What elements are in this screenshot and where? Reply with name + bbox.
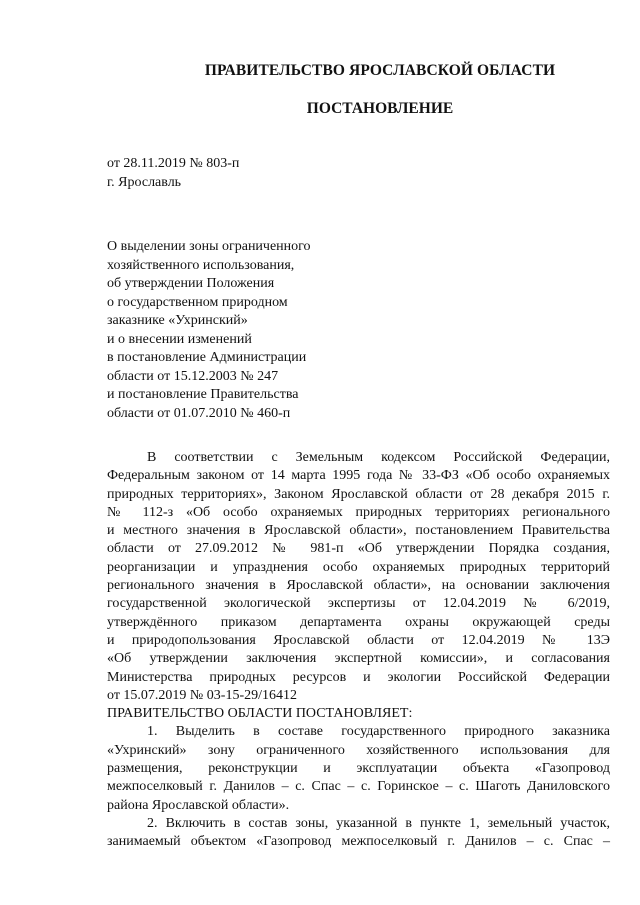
item-2-line: занимаемый объектом «Газопровод межпоселковый г. Данилов – с. Спас – bbox=[107, 834, 610, 850]
subject-line: хозяйственного использования, bbox=[107, 257, 295, 273]
preamble-line: № 112-з «Об особо охраняемых природных территориях регионального bbox=[107, 504, 610, 520]
item-1-line: «Ухринский» зону ограниченного хозяйственного использования для bbox=[107, 742, 610, 758]
resolves-heading: ПРАВИТЕЛЬСТВО ОБЛАСТИ ПОСТАНОВЛЯЕТ: bbox=[107, 706, 413, 722]
date-block bbox=[107, 154, 239, 192]
preamble-line: природных территориях», Законом Ярославской области от 28 декабря 2015 г. bbox=[107, 486, 610, 502]
preamble-line: Министерства природных ресурсов и экологии Российской Федерации bbox=[107, 669, 610, 685]
item-1-line: межпоселковый г. Данилов – с. Спас – с. Горинское – с. Шаготь Даниловского bbox=[107, 779, 610, 795]
government-title: ПРАВИТЕЛЬСТВО ЯРОСЛАВСКОЙ ОБЛАСТИ bbox=[204, 62, 556, 79]
item-1-line: размещения, реконструкции и эксплуатации объекта «Газопровод bbox=[107, 761, 610, 777]
item-2-line: 2. Включить в состав зоны, указанной в пункте 1, земельный участок, bbox=[147, 815, 610, 831]
preamble-line: области от 27.09.2012 № 981-п «Об утверждении Порядка создания, bbox=[107, 541, 610, 557]
document-type-title: ПОСТАНОВЛЕНИЕ bbox=[306, 100, 454, 117]
subject-line: области от 15.12.2003 № 247 bbox=[107, 368, 279, 384]
item-1-line: 1. Выделить в составе государственного природного заказника bbox=[147, 724, 610, 740]
subject-line: области от 01.07.2010 № 460-п bbox=[107, 405, 291, 421]
item-1-paragraph bbox=[107, 723, 610, 814]
preamble-line: реорганизации и упразднения особо охраняемых природных территорий bbox=[107, 559, 610, 575]
item-2-paragraph bbox=[107, 815, 610, 852]
subject-line: и о внесении изменений bbox=[107, 331, 252, 347]
city: г. Ярославль bbox=[107, 175, 182, 190]
preamble-line: регионального значения в Ярославской области», на основании заключения bbox=[107, 578, 610, 594]
preamble-line: В соответствии с Земельным кодексом Российской Федерации, bbox=[147, 450, 610, 465]
preamble-line: и природопользования Ярославской области от 12.04.2019 № 13Э bbox=[107, 632, 610, 648]
subject-block bbox=[107, 238, 311, 423]
preamble-line: и местного значения в Ярославской области», постановлением Правительства bbox=[107, 523, 610, 539]
preamble-line: «Об утверждении заключения экспертной комиссии», и согласования bbox=[107, 651, 610, 667]
item-1-line: района Ярославской области». bbox=[107, 797, 290, 813]
preamble-line: от 15.07.2019 № 03-15-29/16412 bbox=[107, 687, 298, 703]
subject-line: О выделении зоны ограниченного bbox=[107, 239, 311, 254]
subject-line: об утверждении Положения bbox=[107, 276, 275, 291]
document-body bbox=[107, 449, 610, 852]
preamble-line: государственной экологической экспертизы от 12.04.2019 № 6/2019, bbox=[107, 596, 610, 612]
subject-line: о государственном природном bbox=[107, 294, 288, 310]
subject-line: и постановление Правительства bbox=[107, 387, 299, 402]
preamble-line: утверждённого приказом департамента охраны окружающей среды bbox=[107, 614, 610, 630]
date-number: от 28.11.2019 № 803-п bbox=[107, 156, 240, 171]
preamble-paragraph bbox=[107, 449, 610, 705]
subject-line: в постановление Администрации bbox=[107, 350, 307, 365]
preamble-line: Федеральным законом от 14 марта 1995 года № 33-ФЗ «Об особо охраняемых bbox=[107, 468, 610, 484]
subject-line: заказнике «Ухринский» bbox=[107, 313, 248, 328]
